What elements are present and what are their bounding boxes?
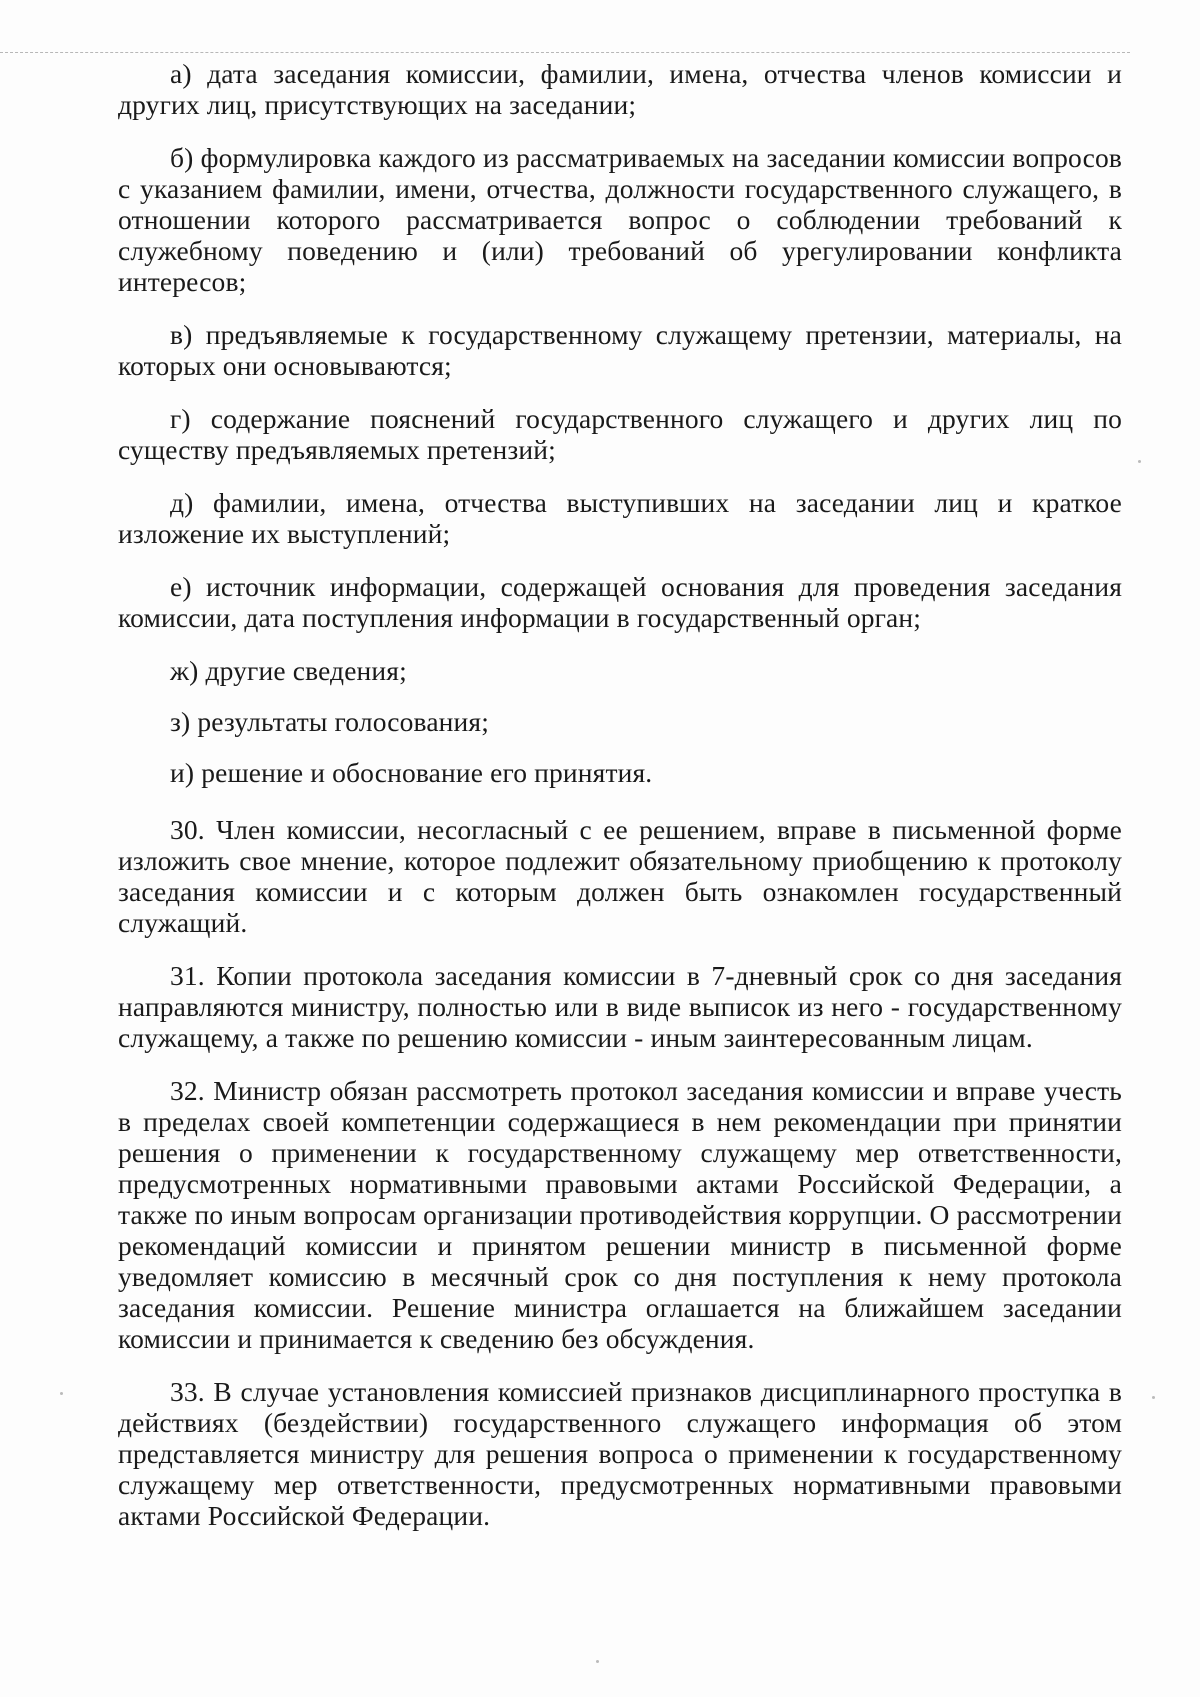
scan-artifact-line [0,52,1130,53]
paragraph-item-g: г) содержание пояснений государственного служащего и других лиц по существу предъявляемых претензий; [118,403,1122,465]
paragraph-clause-32: 32. Министр обязан рассмотреть протокол заседания комиссии и вправе учесть в пределах своей компетенции содержащиеся в нем рекомендации при принятии решения о применении к государственному служащему мер ответственности, предусмотренных нормативными правовыми актами Российской Федерации, а также по иным вопросам организации противодействия коррупции. О рассмотрении рекомендаций комиссии и принятом решении министр в письменной форме уведомляет комиссию в месячный срок со дня поступления к нему протокола заседания комиссии. Решение министра оглашается на ближайшем заседании комиссии и принимается к сведению без обсуждения. [118,1075,1122,1354]
paragraph-item-e: е) источник информации, содержащей основания для проведения заседания комиссии, дата поступления информации в государственный орган; [118,571,1122,633]
paragraph-clause-30: 30. Член комиссии, несогласный с ее решением, вправе в письменной форме изложить свое мнение, которое подлежит обязательному приобщению к протоколу заседания комиссии и с которым должен быть ознакомлен государственный служащий. [118,814,1122,938]
scan-speck [1138,460,1141,463]
scan-speck [1152,1396,1155,1399]
paragraph-item-v: в) предъявляемые к государственному служащему претензии, материалы, на которых они основываются; [118,319,1122,381]
paragraph-item-b: б) формулировка каждого из рассматриваемых на заседании комиссии вопросов с указанием фамилии, имени, отчества, должности государственного служащего, в отношении которого рассматривается вопрос о соблюдении требований к служебному поведению и (или) требований об урегулировании конфликта интересов; [118,142,1122,297]
paragraph-item-a: а) дата заседания комиссии, фамилии, имена, отчества членов комиссии и других лиц, присутствующих на заседании; [118,58,1122,120]
paragraph-item-d: д) фамилии, имена, отчества выступивших на заседании лиц и краткое изложение их выступлений; [118,487,1122,549]
paragraph-item-zh: ж) другие сведения; [170,655,407,686]
paragraph-clause-31: 31. Копии протокола заседания комиссии в 7-дневный срок со дня заседания направляются министру, полностью или в виде выписок из него - государственному служащему, а также по решению комиссии - иным заинтересованным лицам. [118,960,1122,1053]
scan-speck [596,1660,599,1663]
scan-speck [60,1392,63,1395]
paragraph-item-i: и) решение и обоснование его принятия. [170,757,653,788]
paragraph-clause-33: 33. В случае установления комиссией признаков дисциплинарного проступка в действиях (бездействии) государственного служащего информация об этом представляется министру для решения вопроса о применении к государственному служащему мер ответственности, предусмотренных нормативными правовыми актами Российской Федерации. [118,1376,1122,1531]
document-body [118,58,1122,1553]
paragraph-item-z: з) результаты голосования; [170,706,489,737]
